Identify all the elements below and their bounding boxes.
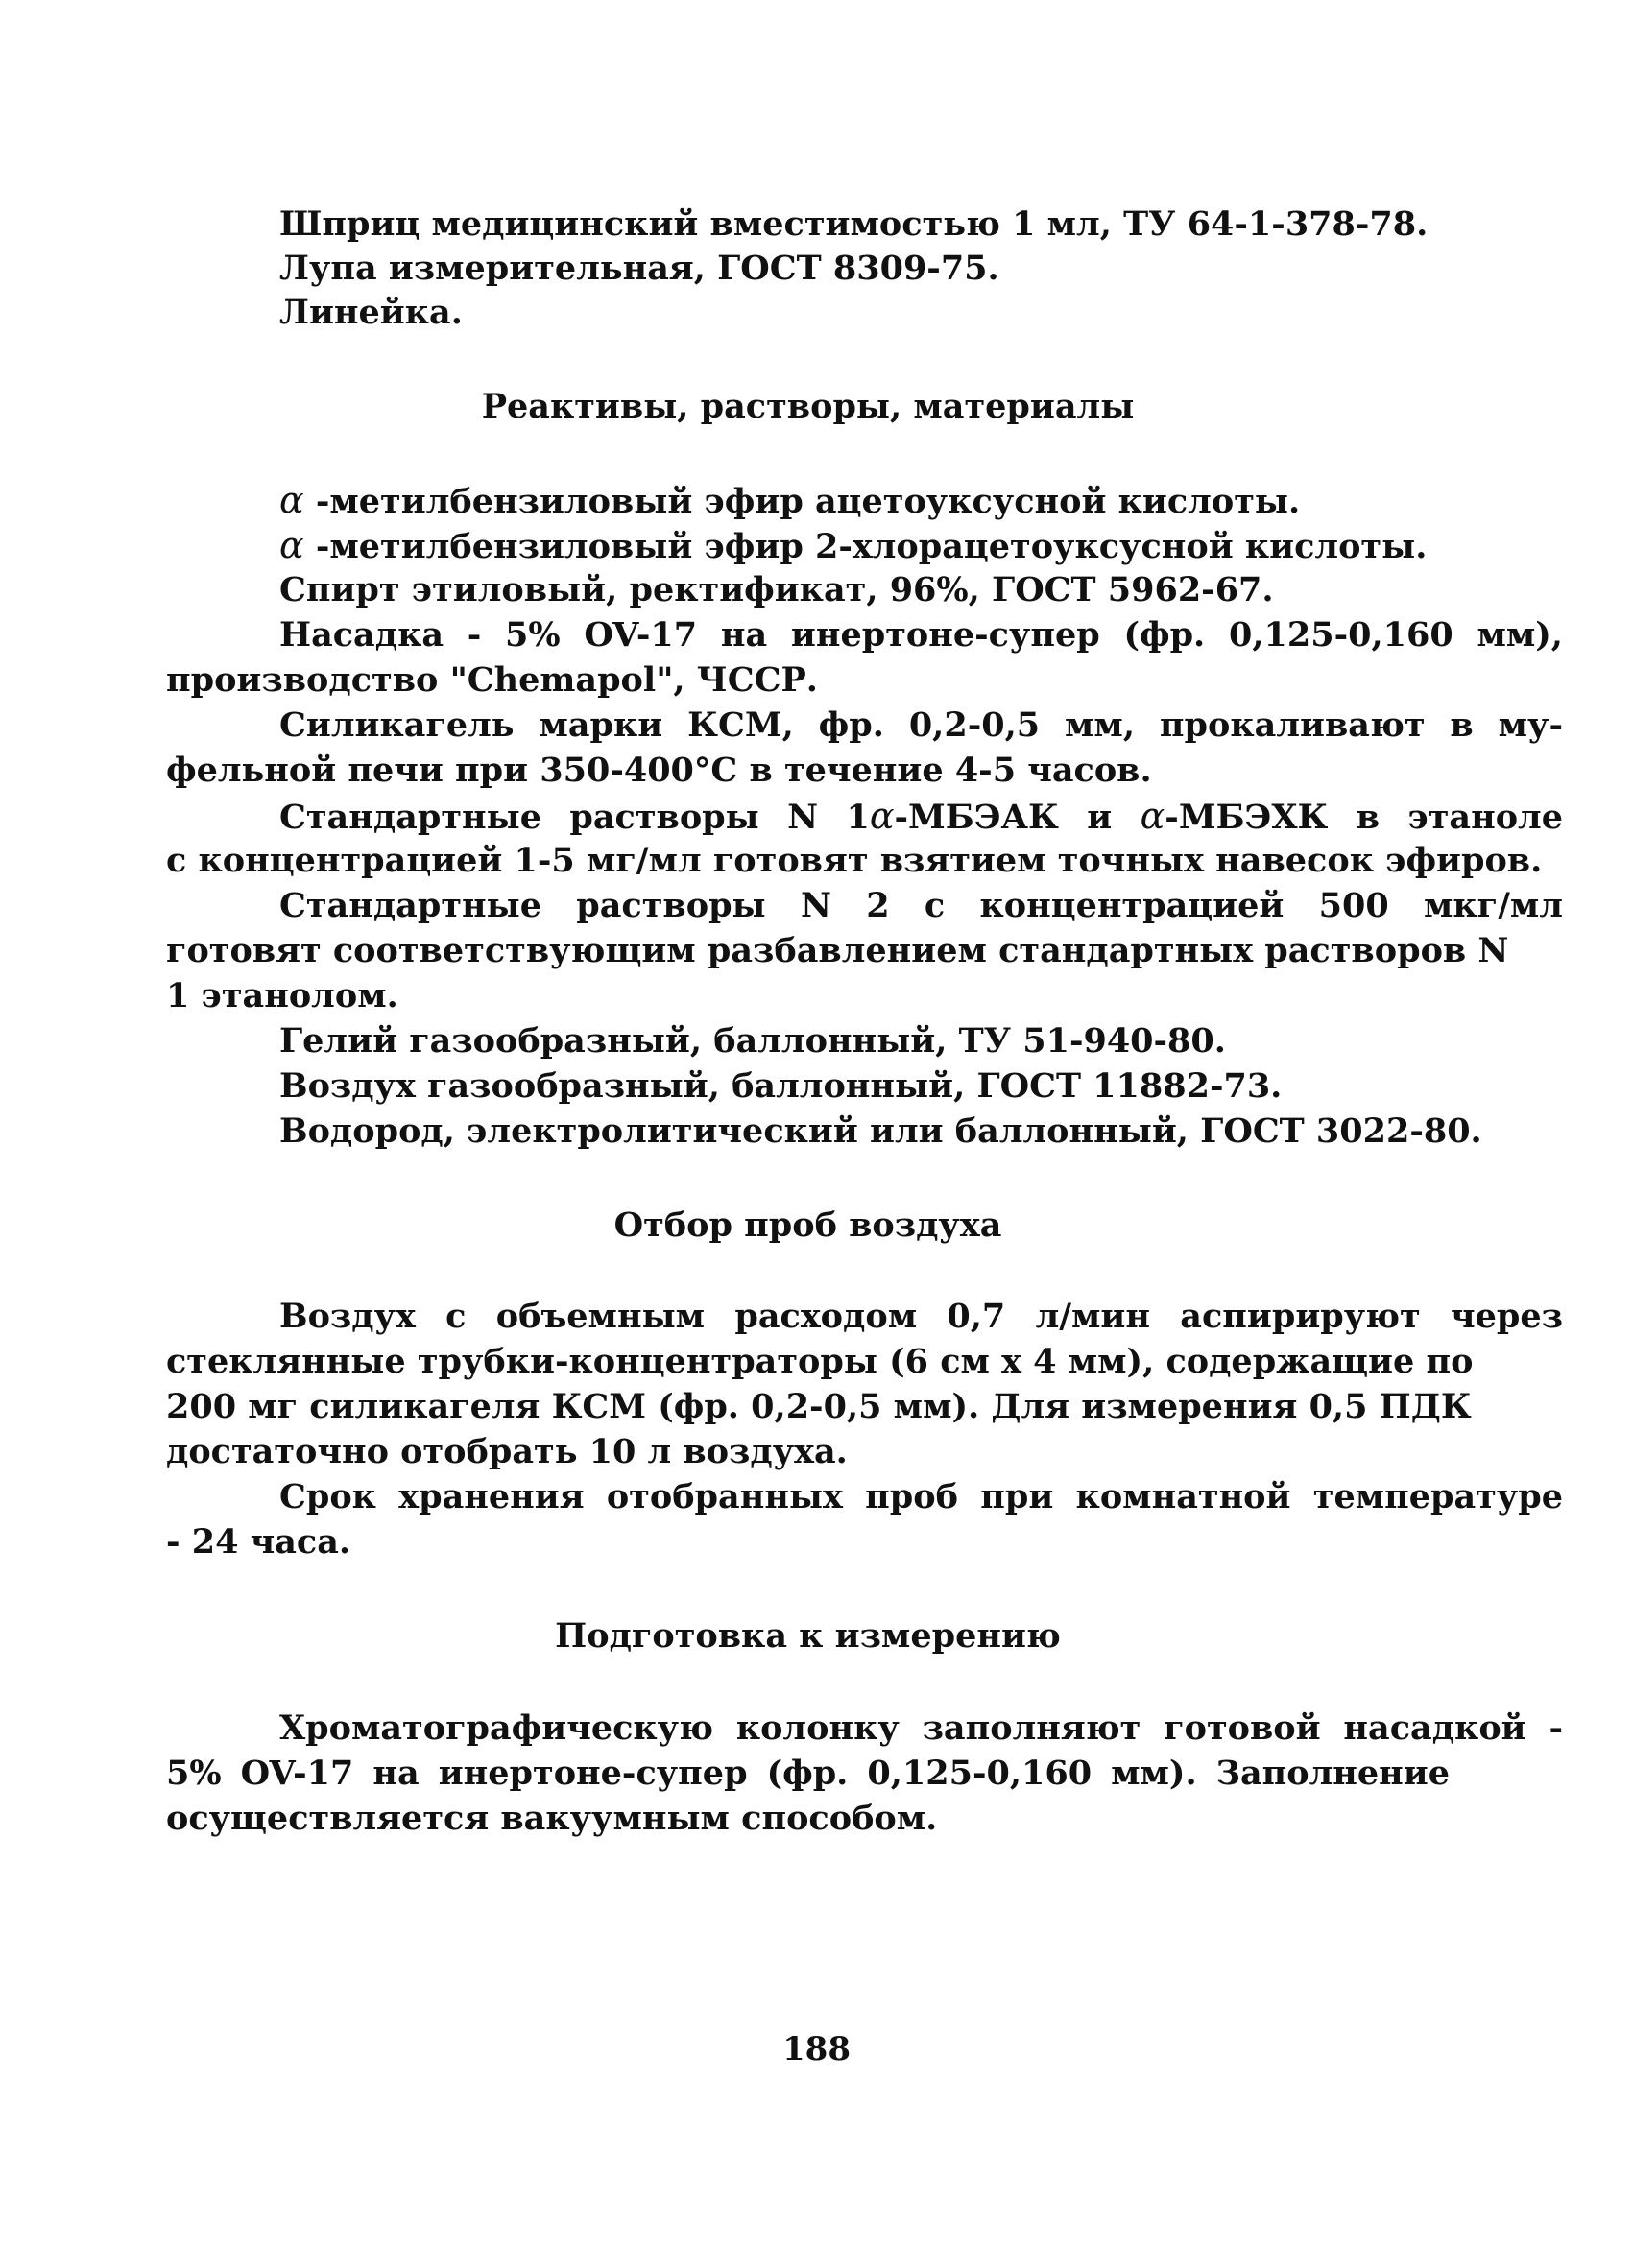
section-heading-preparation: Подготовка к измерению xyxy=(555,1616,1061,1656)
alpha-symbol: α xyxy=(1140,795,1165,837)
reagent-line: фельной печи при 350-400°С в течение 4-5 часов. xyxy=(166,751,1152,790)
reagent-line: готовят соответствующим разбавлением стандартных растворов N xyxy=(166,931,1509,970)
sampling-line: Воздух с объемным расходом 0,7 л/мин аспирируют через xyxy=(279,1297,1563,1336)
sampling-line: Срок хранения отобранных проб при комнатной температуре xyxy=(279,1477,1563,1516)
reagent-line: Водород, электролитический или баллонный, ГОСТ 3022-80. xyxy=(279,1111,1482,1151)
alpha-symbol: α xyxy=(279,479,304,521)
reagent-line: Спирт этиловый, ректификат, 96%, ГОСТ 5962-67. xyxy=(279,570,1274,609)
sampling-line: - 24 часа. xyxy=(166,1522,351,1562)
reagent-line xyxy=(166,478,1563,524)
page-number: 188 xyxy=(782,2030,851,2068)
reagent-line xyxy=(166,523,1563,569)
equipment-line: Лупа измерительная, ГОСТ 8309-75. xyxy=(279,249,999,288)
sampling-line: стеклянные трубки-концентраторы (6 см х 4 мм), содержащие по xyxy=(166,1342,1474,1381)
preparation-line: Хроматографическую колонку заполняют готовой насадкой - xyxy=(279,1708,1563,1748)
preparation-line: осуществляется вакуумным способом. xyxy=(166,1799,938,1838)
reagent-line: Насадка - 5% OV-17 на инертоне-супер (фр. 0,125-0,160 мм), xyxy=(279,615,1563,655)
reagent-line: Воздух газообразный, баллонный, ГОСТ 11882-73. xyxy=(279,1066,1283,1106)
reagent-line: Стандартные растворы N 2 с концентрацией 500 мкг/мл xyxy=(279,886,1563,925)
reagent-line: с концентрацией 1-5 мг/мл готовят взятием точных навесок эфиров. xyxy=(166,841,1543,880)
sampling-line: 200 мг силикагеля КСМ (фр. 0,2-0,5 мм). Для измерения 0,5 ПДК xyxy=(166,1387,1472,1426)
section-heading-reagents: Реактивы, растворы, материалы xyxy=(481,387,1135,426)
sampling-line: достаточно отобрать 10 л воздуха. xyxy=(166,1432,848,1471)
alpha-symbol: α xyxy=(869,795,895,837)
reagent-line: производство "Chemapol", ЧССР. xyxy=(166,660,818,700)
reagent-line: 1 этанолом. xyxy=(166,976,398,1015)
reagent-text: Стандартные растворы N 1 xyxy=(279,798,870,837)
equipment-line: Шприц медицинский вместимостью 1 мл, ТУ 64-1-378-78. xyxy=(279,204,1429,244)
preparation-line: 5% OV-17 на инертоне-супер (фр. 0,125-0,160 мм). Заполнение xyxy=(166,1754,1450,1793)
reagent-line: Гелий газообразный, баллонный, ТУ 51-940-80. xyxy=(279,1021,1226,1061)
reagent-line xyxy=(166,794,1563,840)
reagent-text: -метилбензиловый эфир 2-хлорацетоуксусной кислоты. xyxy=(315,527,1428,566)
reagent-text: -МБЭАК и xyxy=(894,798,1141,837)
reagent-text: -метилбензиловый эфир ацетоуксусной кислоты. xyxy=(315,482,1301,521)
section-heading-sampling: Отбор проб воздуха xyxy=(613,1206,1002,1245)
reagent-line: Силикагель марки КСМ, фр. 0,2-0,5 мм, прокаливают в му- xyxy=(279,705,1563,745)
reagent-text: -МБЭХК в этаноле xyxy=(1165,798,1563,837)
alpha-symbol: α xyxy=(279,524,304,566)
equipment-line: Линейка. xyxy=(279,293,463,332)
